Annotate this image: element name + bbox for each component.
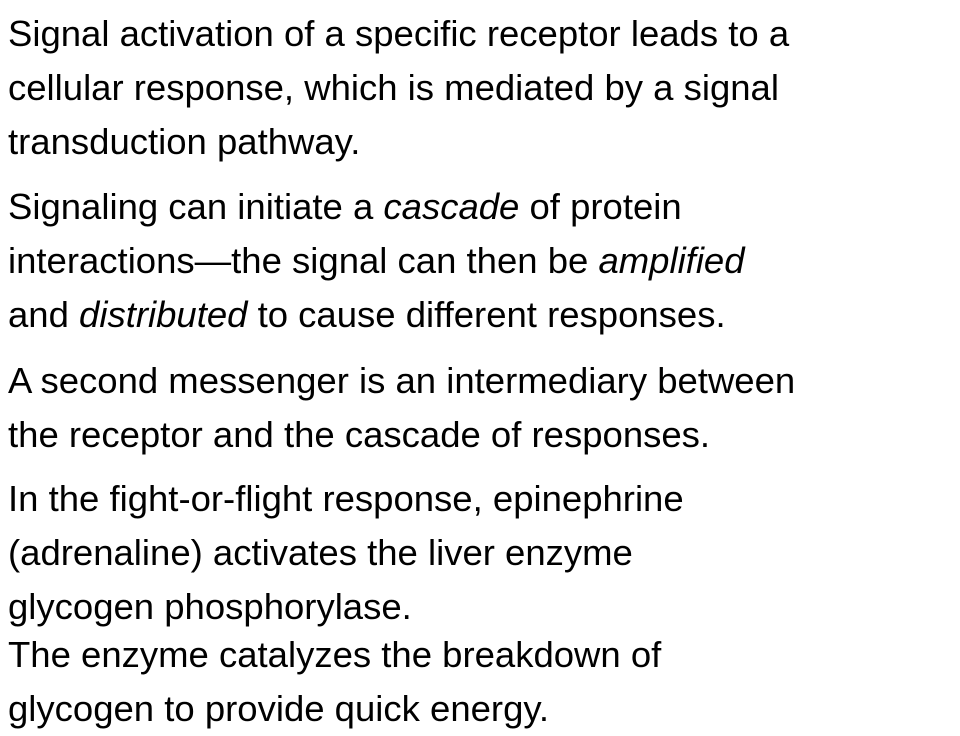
text-line bbox=[8, 234, 960, 288]
text-line: glycogen phosphorylase. bbox=[8, 586, 412, 627]
text-line: Signal activation of a specific receptor leads to a bbox=[8, 13, 790, 54]
text-line: A second messenger is an intermediary between bbox=[8, 360, 796, 401]
text-run: of protein bbox=[519, 186, 682, 227]
text-line: (adrenaline) activates the liver enzyme bbox=[8, 532, 633, 573]
text-line bbox=[8, 288, 960, 342]
emphasis-amplified: amplified bbox=[598, 240, 745, 281]
text-line: cellular response, which is mediated by a signal bbox=[8, 67, 779, 108]
paragraph-signaling-cascade bbox=[8, 180, 960, 342]
emphasis-cascade: cascade bbox=[383, 186, 520, 227]
text-run: and bbox=[8, 294, 80, 335]
text-line: glycogen to provide quick energy. bbox=[8, 688, 550, 729]
paragraph-second-messenger bbox=[8, 354, 960, 462]
text-line bbox=[8, 180, 960, 234]
text-line: transduction pathway. bbox=[8, 121, 361, 162]
paragraph-signal-activation bbox=[8, 7, 960, 169]
text-run: Signaling can initiate a bbox=[8, 186, 384, 227]
text-run: interactions—the signal can then be bbox=[8, 240, 599, 281]
text-run: to cause different responses. bbox=[247, 294, 726, 335]
paragraph-fight-or-flight bbox=[8, 472, 960, 634]
emphasis-distributed: distributed bbox=[79, 294, 248, 335]
text-line: In the fight-or-flight response, epinephrine bbox=[8, 478, 684, 519]
text-line: the receptor and the cascade of responses. bbox=[8, 414, 711, 455]
text-line: The enzyme catalyzes the breakdown of bbox=[8, 634, 662, 675]
